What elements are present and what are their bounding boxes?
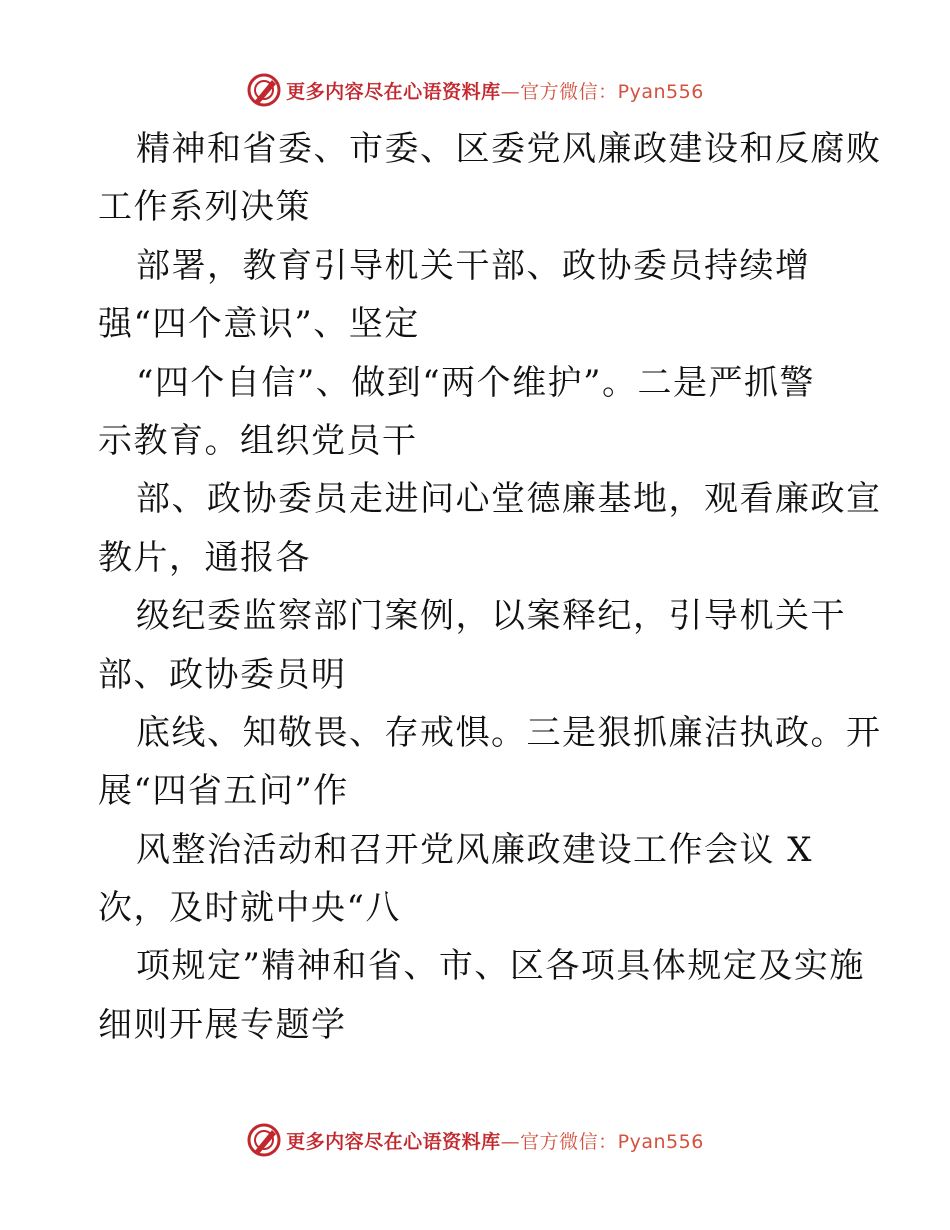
text-line: 次，及时就中央“八 [98,888,401,929]
footer-contact-text: —官方微信：Pyan556 [500,1130,704,1153]
footer-watermark [0,1120,950,1160]
footer-brand-text: 更多内容尽在心语资料库 [286,1130,501,1153]
text-line: 底线、知敬畏、存戒惧。三是狠抓廉洁执政。开 [136,712,882,753]
text-line: 项规定”精神和省、市、区各项具体规定及实施 [136,946,865,987]
brand-logo-icon [246,72,282,108]
text-line: “四个自信”、做到“两个维护”。二是严抓警 [136,362,816,403]
text-line: 风整治活动和召开党风廉政建设工作会议 X [136,829,814,870]
header-contact-text: —官方微信：Pyan556 [500,80,704,103]
text-line: 工作系列决策 [98,187,311,228]
text-line: 部、政协委员走进问心堂德廉基地，观看廉政宣 [136,479,882,520]
text-line: 部、政协委员明 [98,654,347,695]
text-line: 部署，教育引导机关干部、政协委员持续增 [136,245,811,286]
text-line: 精神和省委、市委、区委党风廉政建设和反腐败 [136,129,882,169]
text-line: 示教育。组织党员干 [98,420,418,461]
text-line: 强“四个意识”、坚定 [98,304,420,345]
text-line: 细则开展专题学 [98,1004,347,1045]
text-line: 教片，通报各 [98,537,311,578]
document-body [98,120,882,1054]
header-watermark [0,70,950,110]
header-brand-text: 更多内容尽在心语资料库 [286,80,501,103]
brand-logo-icon [246,1122,282,1158]
text-line: 展“四省五问”作 [98,771,349,812]
text-line: 级纪委监察部门案例，以案释纪，引导机关干 [136,596,846,637]
